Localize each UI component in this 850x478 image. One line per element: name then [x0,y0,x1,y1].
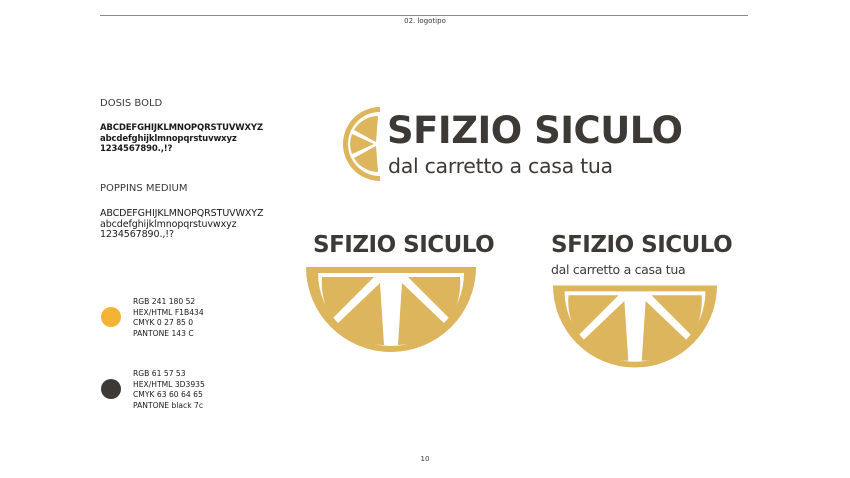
color-hex: HEX/HTML F1B434 [133,307,204,317]
color-rgb: RGB 241 180 52 [133,297,196,306]
logo-brand-name: SFIZIO SICULO [387,109,683,152]
orange-slice-icon [306,267,476,355]
logo-brand-name-stacked-tagline: SFIZIO SICULO [551,232,733,258]
color-swatch-yellow [101,307,121,327]
logo-brand-name-stacked: SFIZIO SICULO [313,232,495,258]
color-swatch-black [101,379,121,399]
color-cmyk: CMYK 63 60 64 65 [133,390,203,399]
logo-tagline-stacked: dal carretto a casa tua [551,262,686,277]
page-number: 10 [420,455,430,463]
color-cmyk: CMYK 0 27 85 0 [133,318,194,327]
font-name-dosis: DOSIS BOLD [100,98,163,109]
logo-tagline: dal carretto a casa tua [388,154,613,178]
sample-uppercase: ABCDEFGHIJKLMNOPQRSTUVWXYZ [100,208,264,219]
font-sample-poppins [100,209,263,241]
sample-numerals: 1234567890.,!? [100,144,173,154]
sample-uppercase: ABCDEFGHIJKLMNOPQRSTUVWXYZ [100,123,263,133]
sample-lowercase: abcdefghijklmnopqrstuvwxyz [100,133,237,144]
orange-slice-icon [553,285,717,371]
color-pantone: PANTONE black 7c [133,400,204,410]
orange-slice-icon [340,106,384,182]
font-name-poppins: POPPINS MEDIUM [100,183,188,194]
header-rule [100,15,748,16]
color-hex: HEX/HTML 3D3935 [133,379,205,389]
sample-numerals: 1234567890.,!? [100,229,174,240]
sample-lowercase: abcdefghijklmnopqrstuvwxyz [100,218,237,230]
color-rgb: RGB 61 57 53 [133,369,186,378]
section-title: 02. logotipo [404,17,446,25]
font-sample-dosis [100,123,263,155]
color-info-yellow [133,297,204,339]
color-info-black [133,369,205,411]
color-pantone: PANTONE 143 C [133,328,194,338]
